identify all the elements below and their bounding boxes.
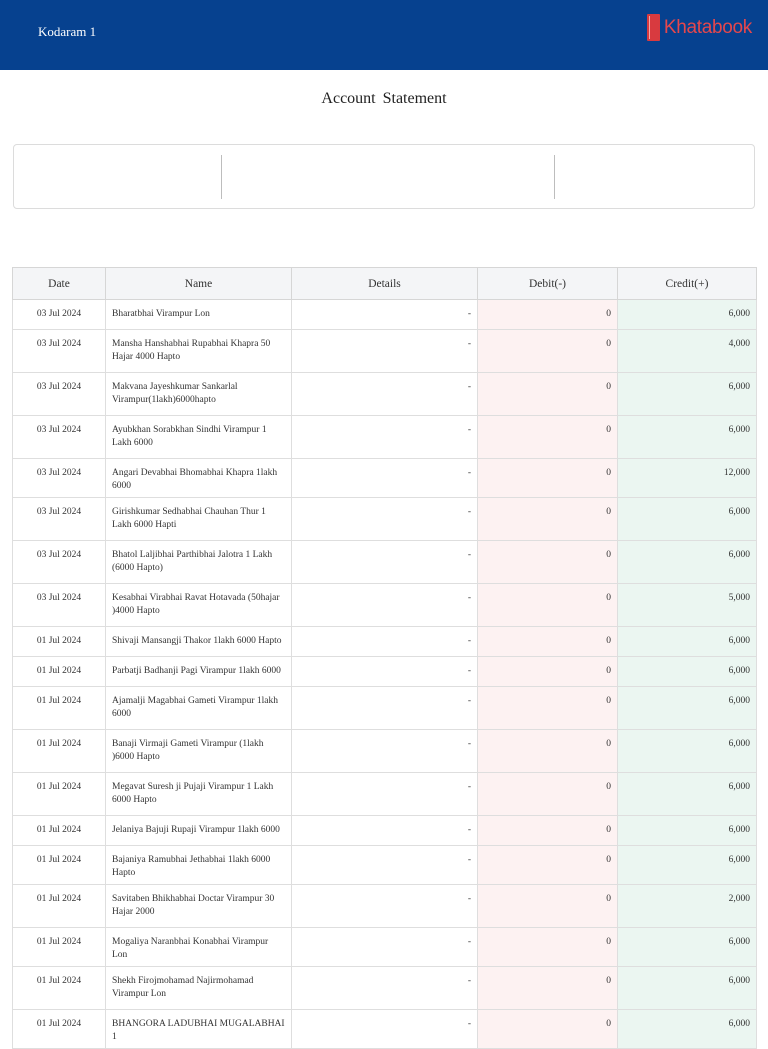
cell-details: - <box>292 498 478 541</box>
cell-credit: 6,000 <box>618 816 757 846</box>
cell-debit: 0 <box>478 373 618 416</box>
cell-debit: 0 <box>478 627 618 657</box>
cell-date: 01 Jul 2024 <box>13 846 106 885</box>
cell-details: - <box>292 687 478 730</box>
cell-credit: 12,000 <box>618 459 757 498</box>
cell-debit: 0 <box>478 687 618 730</box>
cell-details: - <box>292 846 478 885</box>
cell-details: - <box>292 584 478 627</box>
cell-date: 01 Jul 2024 <box>13 885 106 928</box>
cell-credit: 6,000 <box>618 657 757 687</box>
cell-date: 01 Jul 2024 <box>13 928 106 967</box>
cell-debit: 0 <box>478 300 618 330</box>
table-row <box>13 541 757 584</box>
table-row <box>13 1010 757 1049</box>
cell-date: 01 Jul 2024 <box>13 730 106 773</box>
table-row <box>13 584 757 627</box>
cell-name: Megavat Suresh ji Pujaji Virampur 1 Lakh 6000 Hapto <box>106 773 292 816</box>
cell-details: - <box>292 373 478 416</box>
cell-date: 03 Jul 2024 <box>13 498 106 541</box>
cell-name: Kesabhai Virabhai Ravat Hotavada (50hajar )4000 Hapto <box>106 584 292 627</box>
cell-name: Savitaben Bhikhabhai Doctar Virampur 30 Hajar 2000 <box>106 885 292 928</box>
table-row <box>13 885 757 928</box>
table-row <box>13 846 757 885</box>
cell-credit: 6,000 <box>618 300 757 330</box>
cell-debit: 0 <box>478 416 618 459</box>
cell-date: 01 Jul 2024 <box>13 773 106 816</box>
table-row <box>13 498 757 541</box>
cell-name: Angari Devabhai Bhomabhai Khapra 1lakh 6000 <box>106 459 292 498</box>
cell-details: - <box>292 330 478 373</box>
cell-name: Makvana Jayeshkumar Sankarlal Virampur(1lakh)6000hapto <box>106 373 292 416</box>
cell-details: - <box>292 816 478 846</box>
table-row <box>13 967 757 1010</box>
brand-name: Khatabook <box>663 16 752 38</box>
cell-credit: 6,000 <box>618 928 757 967</box>
cell-date: 03 Jul 2024 <box>13 416 106 459</box>
cell-date: 03 Jul 2024 <box>13 300 106 330</box>
cell-details: - <box>292 541 478 584</box>
cell-details: - <box>292 967 478 1010</box>
page-header <box>0 0 768 70</box>
table-row <box>13 330 757 373</box>
cell-date: 01 Jul 2024 <box>13 967 106 1010</box>
cell-credit: 6,000 <box>618 416 757 459</box>
cell-name: Bajaniya Ramubhai Jethabhai 1lakh 6000 Hapto <box>106 846 292 885</box>
table-row <box>13 773 757 816</box>
column-header-details: Details <box>292 268 478 300</box>
cell-credit: 6,000 <box>618 967 757 1010</box>
cell-debit: 0 <box>478 498 618 541</box>
cell-debit: 0 <box>478 967 618 1010</box>
cell-name: Bharatbhai Virampur Lon <box>106 300 292 330</box>
cell-debit: 0 <box>478 885 618 928</box>
table-row <box>13 657 757 687</box>
table-row <box>13 416 757 459</box>
cell-name: Shivaji Mansangji Thakor 1lakh 6000 Hapto <box>106 627 292 657</box>
cell-date: 03 Jul 2024 <box>13 373 106 416</box>
cell-credit: 6,000 <box>618 373 757 416</box>
cell-name: BHANGORA LADUBHAI MUGALABHAI 1 <box>106 1010 292 1049</box>
cell-name: Mansha Hanshabhai Rupabhai Khapra 50 Hajar 4000 Hapto <box>106 330 292 373</box>
cell-name: Jelaniya Bajuji Rupaji Virampur 1lakh 6000 <box>106 816 292 846</box>
cell-debit: 0 <box>478 846 618 885</box>
cell-debit: 0 <box>478 1010 618 1049</box>
cell-debit: 0 <box>478 730 618 773</box>
cell-name: Girishkumar Sedhabhai Chauhan Thur 1 Lakh 6000 Hapti <box>106 498 292 541</box>
cell-details: - <box>292 928 478 967</box>
business-name: Kodaram 1 <box>38 24 97 39</box>
cell-details: - <box>292 885 478 928</box>
cell-details: - <box>292 657 478 687</box>
cell-debit: 0 <box>478 657 618 687</box>
cell-credit: 6,000 <box>618 846 757 885</box>
summary-box <box>13 144 755 209</box>
cell-name: Mogaliya Naranbhai Konabhai Virampur Lon <box>106 928 292 967</box>
table-row <box>13 816 757 846</box>
khatabook-logo <box>647 14 752 41</box>
cell-details: - <box>292 416 478 459</box>
column-header-name: Name <box>106 268 292 300</box>
cell-credit: 6,000 <box>618 730 757 773</box>
cell-debit: 0 <box>478 584 618 627</box>
cell-credit: 2,000 <box>618 885 757 928</box>
table-row <box>13 459 757 498</box>
table-row <box>13 687 757 730</box>
summary-divider <box>221 155 222 199</box>
cell-name: Parbatji Badhanji Pagi Virampur 1lakh 6000 <box>106 657 292 687</box>
cell-debit: 0 <box>478 928 618 967</box>
column-header-credit: Credit(+) <box>618 268 757 300</box>
cell-name: Ayubkhan Sorabkhan Sindhi Virampur 1 Lakh 6000 <box>106 416 292 459</box>
cell-date: 03 Jul 2024 <box>13 459 106 498</box>
cell-details: - <box>292 1010 478 1049</box>
statement-table <box>12 267 757 1049</box>
cell-credit: 6,000 <box>618 687 757 730</box>
table-row <box>13 373 757 416</box>
cell-name: Banaji Virmaji Gameti Virampur (1lakh )6000 Hapto <box>106 730 292 773</box>
cell-date: 01 Jul 2024 <box>13 627 106 657</box>
page-title: Account Statement <box>321 90 447 107</box>
cell-credit: 5,000 <box>618 584 757 627</box>
cell-date: 01 Jul 2024 <box>13 687 106 730</box>
cell-details: - <box>292 459 478 498</box>
cell-credit: 6,000 <box>618 541 757 584</box>
cell-credit: 6,000 <box>618 1010 757 1049</box>
cell-credit: 6,000 <box>618 498 757 541</box>
summary-divider <box>554 155 555 199</box>
cell-debit: 0 <box>478 816 618 846</box>
table-row <box>13 300 757 330</box>
cell-date: 03 Jul 2024 <box>13 541 106 584</box>
cell-date: 03 Jul 2024 <box>13 584 106 627</box>
cell-credit: 4,000 <box>618 330 757 373</box>
cell-date: 01 Jul 2024 <box>13 816 106 846</box>
cell-date: 01 Jul 2024 <box>13 1010 106 1049</box>
cell-details: - <box>292 773 478 816</box>
cell-debit: 0 <box>478 330 618 373</box>
cell-debit: 0 <box>478 459 618 498</box>
table-header-row <box>13 268 757 300</box>
table-row <box>13 730 757 773</box>
cell-debit: 0 <box>478 541 618 584</box>
cell-details: - <box>292 627 478 657</box>
cell-details: - <box>292 730 478 773</box>
column-header-date: Date <box>13 268 106 300</box>
table-row <box>13 627 757 657</box>
cell-name: Bhatol Laljibhai Parthibhai Jalotra 1 Lakh (6000 Hapto) <box>106 541 292 584</box>
cell-date: 03 Jul 2024 <box>13 330 106 373</box>
cell-name: Shekh Firojmohamad Najirmohamad Virampur Lon <box>106 967 292 1010</box>
cell-details: - <box>292 300 478 330</box>
cell-credit: 6,000 <box>618 627 757 657</box>
column-header-debit: Debit(-) <box>478 268 618 300</box>
cell-credit: 6,000 <box>618 773 757 816</box>
book-icon <box>647 14 660 41</box>
cell-debit: 0 <box>478 773 618 816</box>
cell-date: 01 Jul 2024 <box>13 657 106 687</box>
cell-name: Ajamalji Magabhai Gameti Virampur 1lakh 6000 <box>106 687 292 730</box>
table-row <box>13 928 757 967</box>
